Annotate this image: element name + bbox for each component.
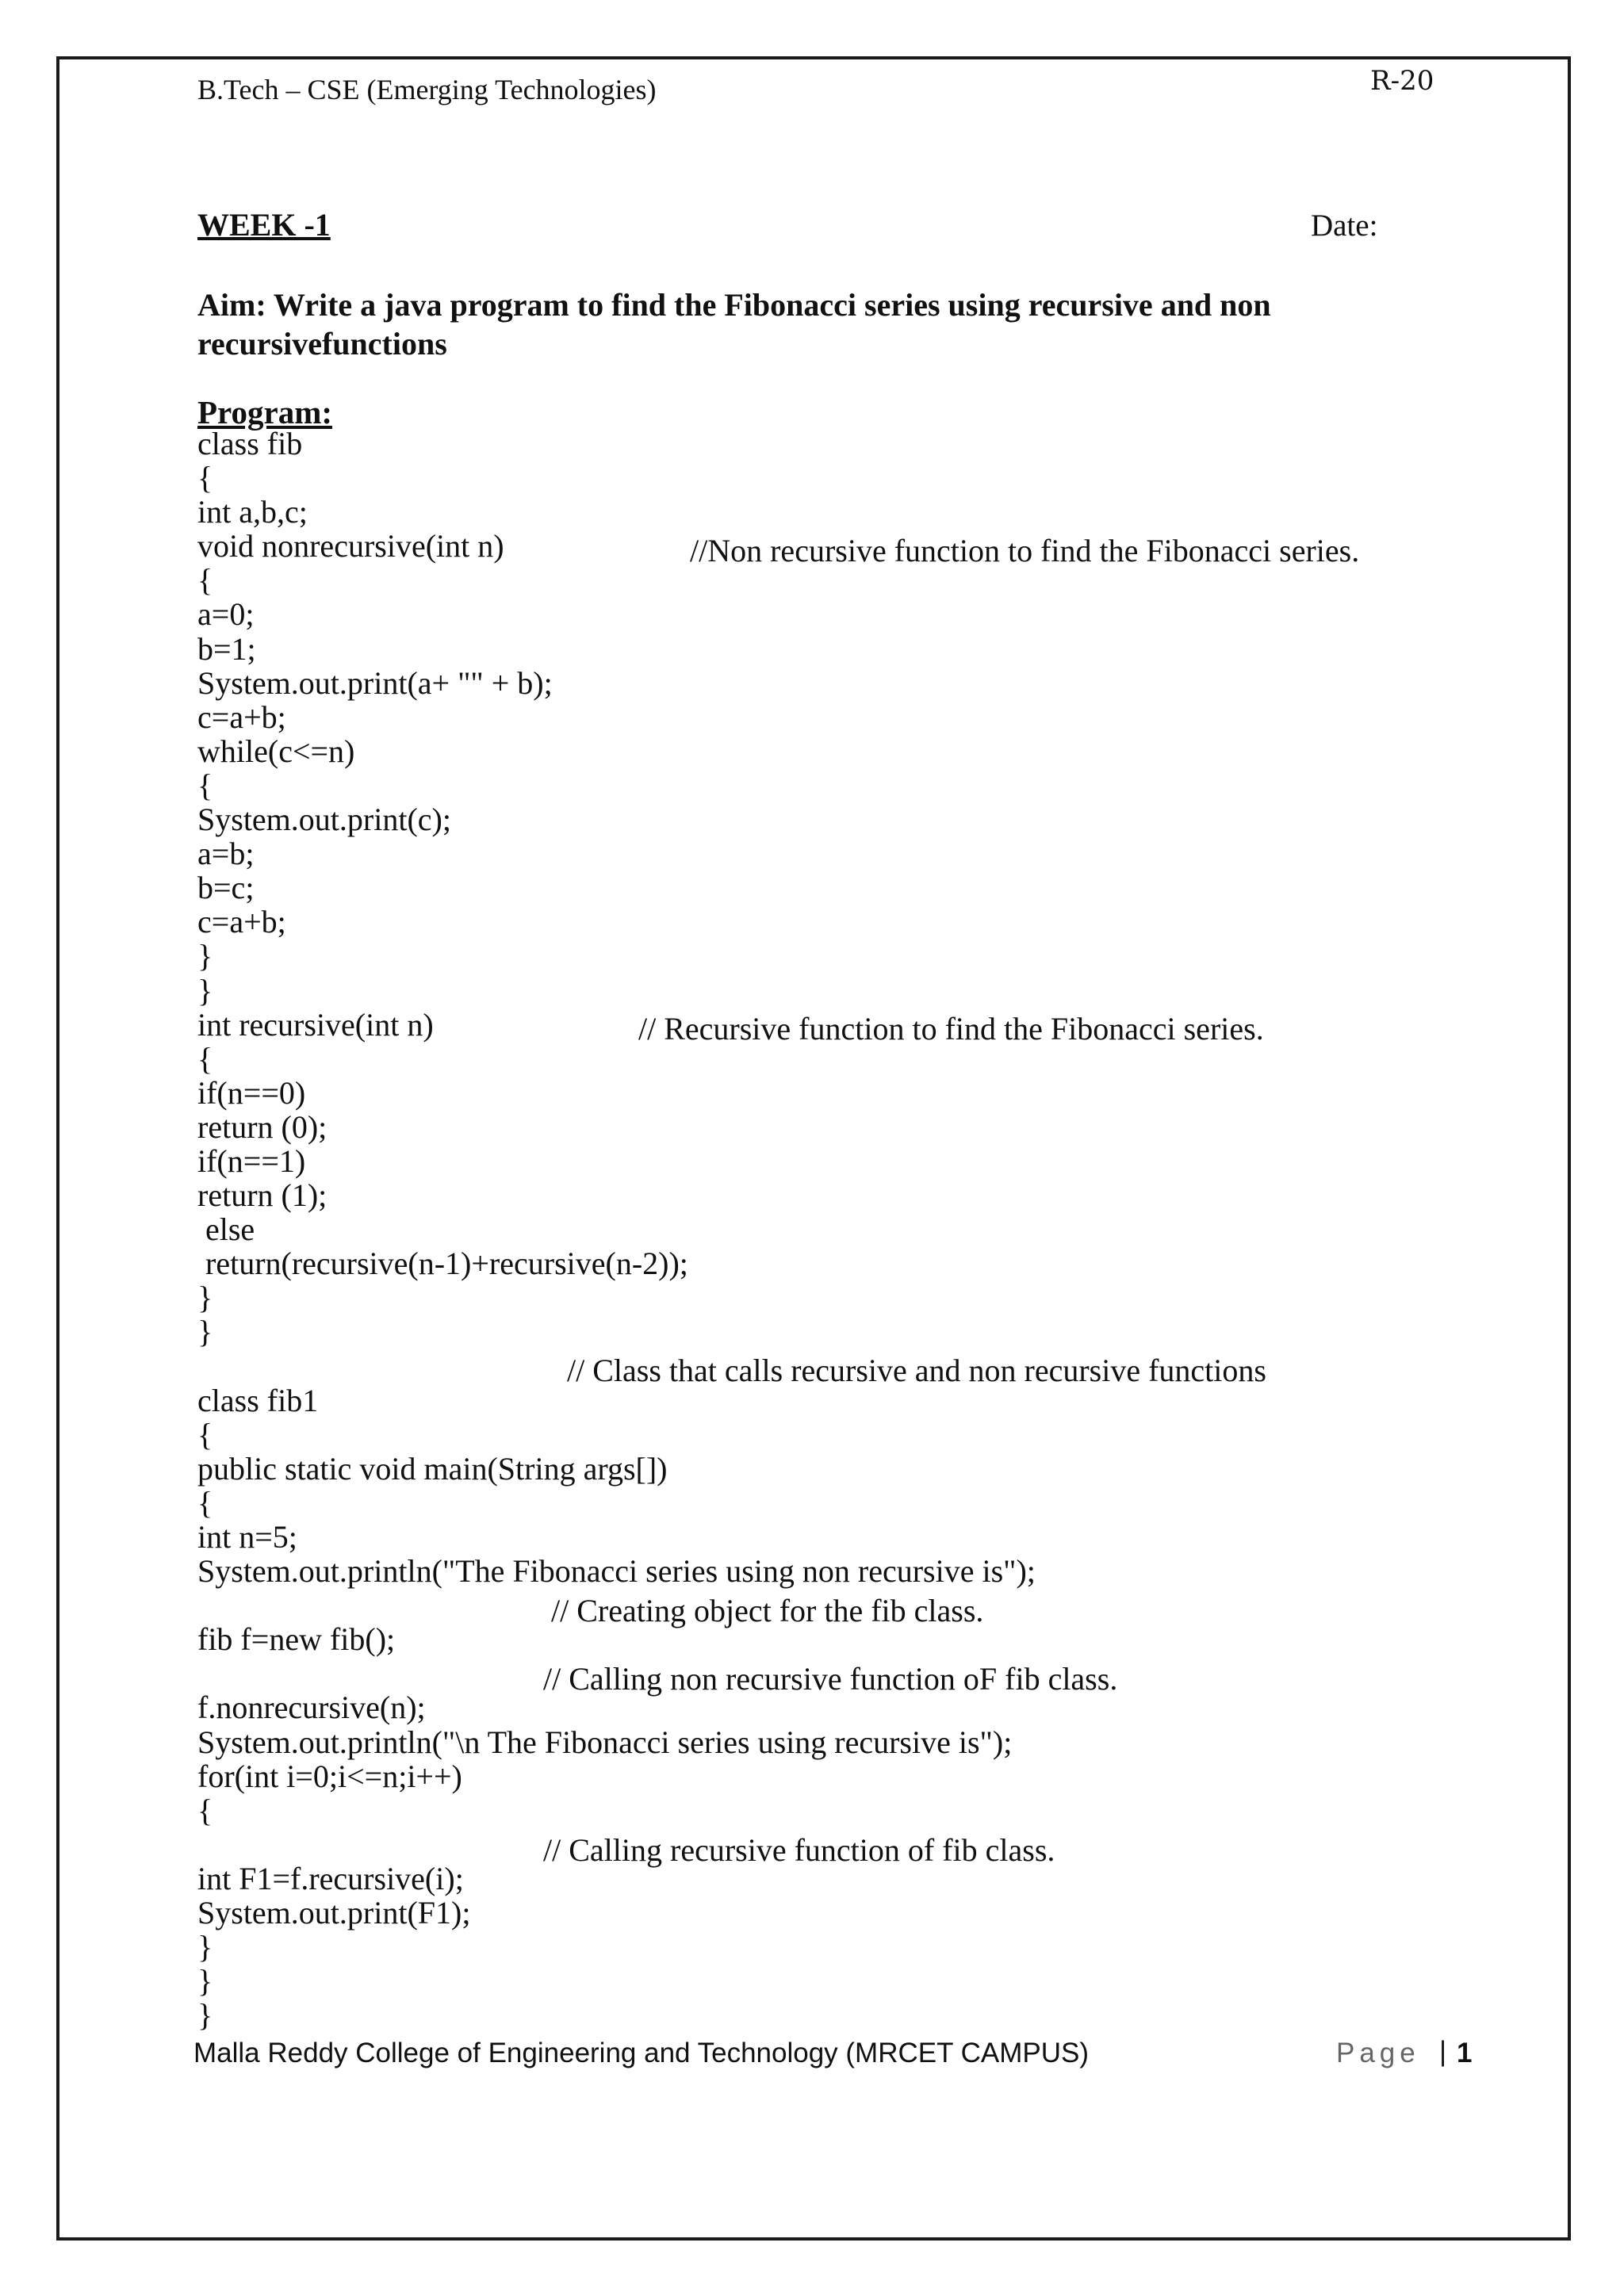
- code-line: }: [197, 938, 213, 974]
- footer-page-label: Page: [1336, 2038, 1420, 2068]
- code-line: if(n==0): [197, 1074, 306, 1111]
- code-line: int n=5;: [197, 1519, 297, 1555]
- code-line: return (1);: [197, 1177, 327, 1214]
- footer-separator: |: [1439, 2036, 1447, 2067]
- footer-page-number: 1: [1457, 2038, 1473, 2068]
- code-line: System.out.println("\n The Fibonacci series using recursive is");: [197, 1724, 1013, 1760]
- footer-college: Malla Reddy College of Engineering and Technology (MRCET CAMPUS): [193, 2038, 1089, 2068]
- code-line: {: [197, 1040, 213, 1077]
- header-regulation: R-20: [1370, 65, 1434, 97]
- code-comment: // Recursive function to find the Fibonacci series.: [638, 1011, 1264, 1047]
- code-comment: // Calling recursive function of fib class.: [543, 1832, 1055, 1868]
- code-line: for(int i=0;i<=n;i++): [197, 1758, 462, 1794]
- code-line: System.out.print(F1);: [197, 1895, 471, 1931]
- code-line: }: [197, 1314, 213, 1350]
- code-line: }: [197, 1929, 213, 1965]
- code-line: class fib1: [197, 1382, 319, 1418]
- code-line: f.nonrecursive(n);: [197, 1689, 426, 1726]
- code-line: {: [197, 1416, 213, 1452]
- code-line: void nonrecursive(int n): [197, 528, 504, 564]
- header-course: B.Tech – CSE (Emerging Technologies): [197, 74, 657, 105]
- code-line: {: [197, 767, 213, 803]
- code-line: public static void main(String args[]): [197, 1450, 668, 1487]
- code-line: }: [197, 1280, 213, 1316]
- code-block: [197, 427, 1036, 2032]
- code-line: int recursive(int n): [197, 1006, 434, 1043]
- code-line: c=a+b;: [197, 698, 286, 735]
- date-label: Date:: [1311, 209, 1378, 243]
- code-line: {: [197, 562, 213, 599]
- program-heading: Program:: [197, 394, 333, 430]
- code-line: else: [197, 1211, 255, 1248]
- aim-statement: Aim: Write a java program to find the Fibonacci series using recursive and non recursivefunctions: [197, 287, 1271, 362]
- code-line: b=1;: [197, 630, 256, 667]
- code-line: a=b;: [197, 836, 255, 872]
- code-comment: // Creating object for the fib class.: [551, 1593, 984, 1628]
- code-line: fib f=new fib();: [197, 1621, 396, 1658]
- code-line: System.out.print(a+ "" + b);: [197, 664, 553, 701]
- code-line: System.out.println("The Fibonacci series using non recursive is");: [197, 1553, 1036, 1590]
- code-line: c=a+b;: [197, 904, 286, 940]
- code-line: {: [197, 1792, 213, 1828]
- code-line: int a,b,c;: [197, 494, 308, 530]
- code-line: }: [197, 972, 213, 1008]
- code-line: {: [197, 460, 213, 496]
- code-line: }: [197, 1997, 213, 2034]
- code-line: if(n==1): [197, 1142, 306, 1179]
- code-line: }: [197, 1963, 213, 1999]
- code-comment: //Non recursive function to find the Fibonacci series.: [690, 533, 1360, 568]
- code-line: System.out.print(c);: [197, 802, 451, 838]
- code-line: b=c;: [197, 870, 255, 906]
- code-line: a=0;: [197, 596, 255, 633]
- code-line: {: [197, 1484, 213, 1521]
- code-comment: // Class that calls recursive and non recursive functions: [567, 1353, 1266, 1388]
- week-title: WEEK -1: [197, 207, 331, 243]
- code-comment: // Calling non recursive function oF fib class.: [543, 1661, 1118, 1697]
- code-line: int F1=f.recursive(i);: [197, 1860, 464, 1896]
- code-line: return(recursive(n-1)+recursive(n-2));: [197, 1246, 688, 1282]
- code-line: class fib: [197, 426, 303, 461]
- code-line: while(c<=n): [197, 733, 355, 769]
- code-line: return (0);: [197, 1108, 327, 1145]
